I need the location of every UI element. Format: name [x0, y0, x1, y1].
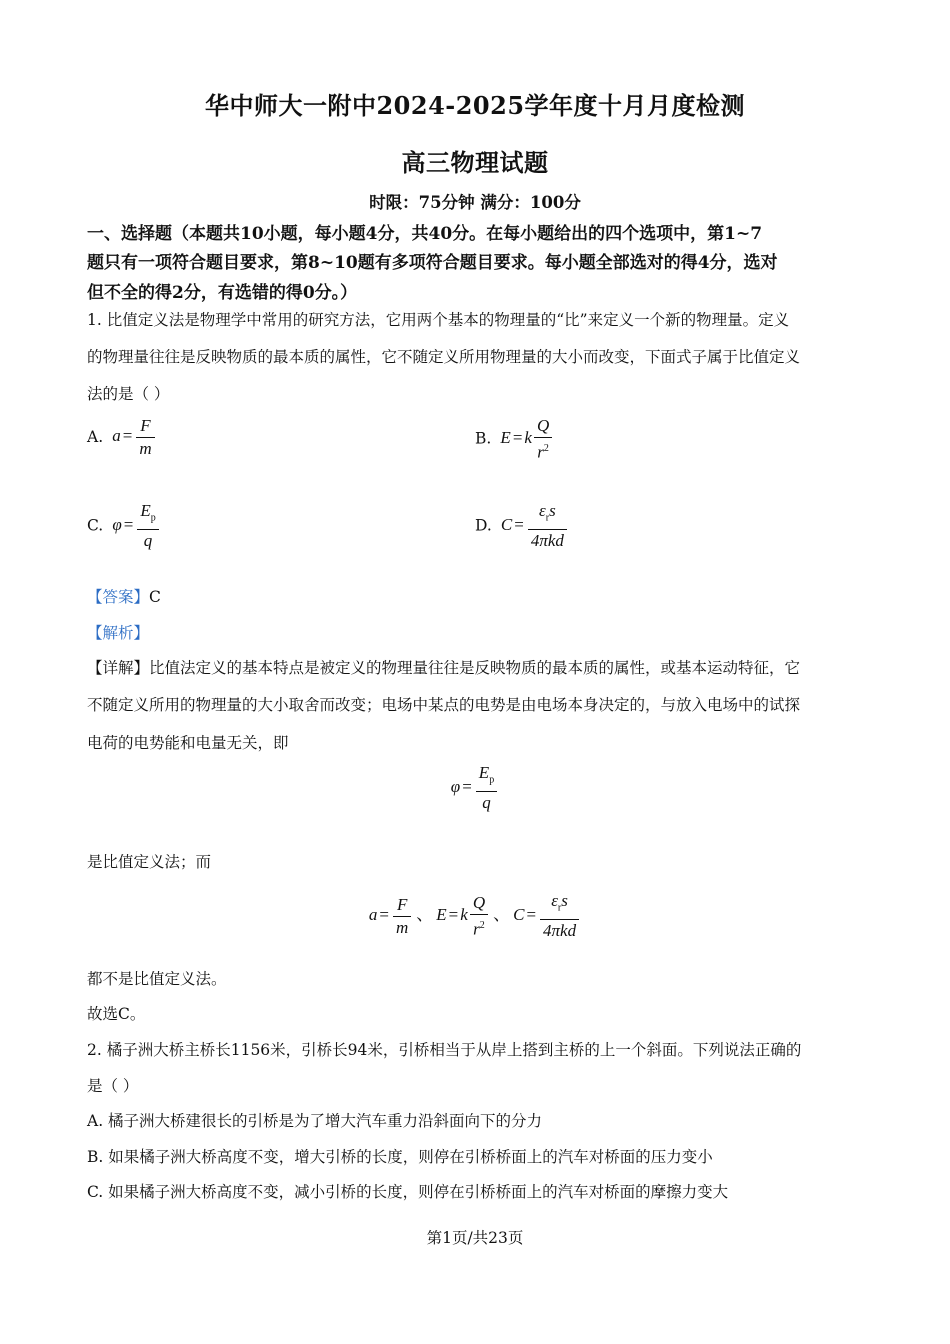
- analysis-tag: 【解析】: [87, 624, 150, 642]
- q1-option-d[interactable]: [475, 500, 569, 552]
- detail-line3: 电荷的电势能和电量无关，即: [87, 734, 289, 752]
- section-heading-line1: 一、选择题（本题共10小题，每小题4分，共40分。在每小题给出的四个选项中，第1~7: [87, 224, 763, 244]
- answer-tag: 【答案】: [87, 588, 150, 606]
- q2-option-c[interactable]: C. 如果橘子洲大桥高度不变，减小引桥的长度，则停在引桥桥面上的汽车对桥面的摩擦力变大: [87, 1183, 729, 1201]
- q2-option-a[interactable]: A. 橘子洲大桥建很长的引桥是为了增大汽车重力沿斜面向下的分力: [87, 1112, 543, 1130]
- formula-c: φ = $\frac{E_p}{q}$: [112, 515, 160, 534]
- q1-stem-line2: 的物理量往往是反映物质的最本质的属性，它不随定义所用物理量的大小而改变，下面式子属于比值定义: [87, 348, 801, 366]
- q1-stem-line1: 1. 比值定义法是物理学中常用的研究方法，它用两个基本的物理量的“比”来定义一个新的物理量。定义: [87, 311, 790, 329]
- formula-b: E = k $\frac{Q}{r^2}$: [500, 428, 554, 447]
- exam-subtitle: 高三物理试题: [401, 148, 549, 177]
- option-label: C.: [87, 516, 104, 535]
- q1-option-c[interactable]: [87, 500, 161, 552]
- page-number: 第1页/共23页: [426, 1229, 524, 1247]
- q1-option-a[interactable]: [87, 415, 157, 460]
- detail-line6: 故选C。: [87, 1005, 146, 1023]
- answer-value: C: [149, 588, 161, 606]
- answer-row: [87, 585, 161, 607]
- centered-formula-row: a = $\frac{F}{m}$ 、 E = k $\frac{Q}{r^2}$ 、 C = $\frac{\varepsilon_rs}{\text{4πkd}}$: [0, 890, 950, 942]
- detail-line4: 是比值定义法；而: [87, 853, 212, 871]
- formula-d: C = $\frac{\varepsilon_rs}{\text{4πkd}}$: [501, 515, 569, 534]
- option-label: D.: [475, 516, 492, 535]
- detail-line2: 不随定义所用的物理量的大小取舍而改变；电场中某点的电势是由电场本身决定的，与放入电场中的试探: [87, 696, 801, 714]
- exam-title: 华中师大一附中2024-2025学年度十月月度检测: [204, 91, 746, 120]
- q2-stem-line2: 是（ ）: [87, 1077, 139, 1095]
- formula-a: a = $\frac{F}{m}$: [112, 426, 156, 445]
- detail-line1: 【详解】比值法定义的基本特点是被定义的物理量往往是反映物质的最本质的属性，或基本运动特征，它: [87, 659, 801, 677]
- q1-option-b[interactable]: [475, 415, 554, 464]
- option-label: A.: [87, 427, 104, 446]
- section-heading-line2: 题只有一项符合题目要求，第8~10题有多项符合题目要求。每小题全部选对的得4分，选对: [87, 253, 778, 273]
- option-label: B.: [475, 429, 492, 448]
- q1-stem-line3: 法的是（ ）: [87, 385, 170, 403]
- section-heading-line3: 但不全的得2分，有选错的得0分。）: [87, 283, 358, 303]
- exam-info: 时限：75分钟 满分：100分: [369, 193, 581, 212]
- q2-option-b[interactable]: B. 如果橘子洲大桥高度不变，增大引桥的长度，则停在引桥桥面上的汽车对桥面的压力变小: [87, 1148, 713, 1166]
- q2-stem-line1: 2. 橘子洲大桥主桥长1156米，引桥长94米，引桥相当于从岸上搭到主桥的上一个斜面。下列说法正确的: [87, 1041, 802, 1059]
- centered-formula-phi: φ = $\frac{E_p}{q}$: [0, 762, 950, 814]
- detail-line5: 都不是比值定义法。: [87, 970, 227, 988]
